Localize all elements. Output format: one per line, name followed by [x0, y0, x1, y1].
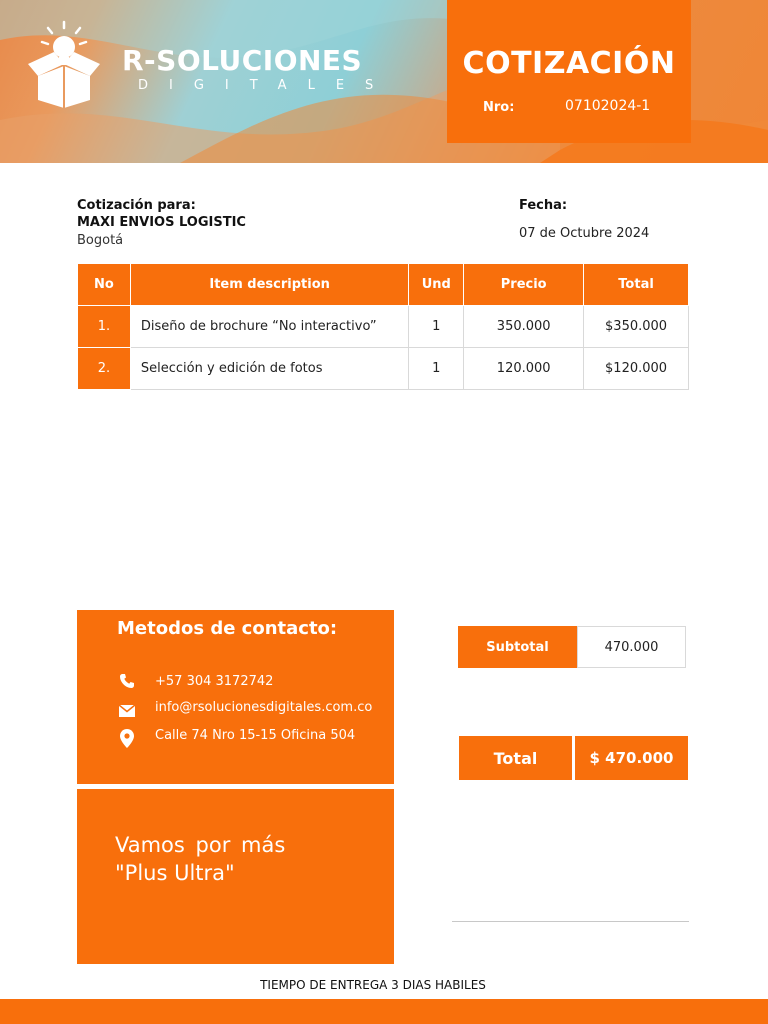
row-number: 2. [78, 348, 131, 390]
slogan-box [77, 789, 394, 964]
brand-subtitle: DIGITALES [138, 78, 395, 93]
brand-name: R-SOLUCIONES [122, 44, 363, 77]
row-description: Diseño de brochure “No interactivo” [130, 306, 408, 348]
quote-title: COTIZACIÓN [462, 46, 676, 81]
row-price: 120.000 [464, 348, 584, 390]
header-banner [0, 0, 768, 163]
quote-header-box [447, 0, 691, 143]
total-label: Total [459, 736, 572, 780]
contact-box [77, 610, 394, 784]
footer-bar [0, 999, 768, 1024]
table-row [78, 348, 689, 390]
row-quantity: 1 [409, 306, 464, 348]
date-value: 07 de Octubre 2024 [519, 226, 650, 241]
row-total: $120.000 [584, 348, 689, 390]
contact-email [117, 698, 372, 716]
contact-phone-text: +57 304 3172742 [155, 673, 274, 689]
client-city: Bogotá [77, 233, 124, 248]
date-label: Fecha: [519, 198, 568, 213]
column-header-und: Und [409, 264, 464, 306]
row-quantity: 1 [409, 348, 464, 390]
location-pin-icon [117, 726, 137, 744]
contact-address [117, 726, 355, 744]
row-total: $350.000 [584, 306, 689, 348]
column-header-no: No [78, 264, 131, 306]
row-description: Selección y edición de fotos [130, 348, 408, 390]
phone-icon [117, 672, 137, 690]
quote-for-label: Cotización para: [77, 198, 196, 213]
column-header-description: Item description [130, 264, 408, 306]
signature-line [452, 921, 689, 922]
subtotal-value: 470.000 [577, 626, 686, 668]
contact-address-text: Calle 74 Nro 15-15 Oficina 504 [155, 727, 356, 743]
total-value: $ 470.000 [575, 736, 688, 780]
subtotal-label: Subtotal [458, 626, 577, 668]
column-header-precio: Precio [464, 264, 584, 306]
quote-number-value: 07102024-1 [565, 98, 651, 114]
slogan-line-2: "Plus Ultra" [115, 861, 235, 885]
delivery-time-note: TIEMPO DE ENTREGA 3 DIAS HABILES [260, 978, 486, 992]
client-name: MAXI ENVIOS LOGISTIC [77, 215, 246, 230]
brand-logo-icon [18, 20, 110, 108]
row-number: 1. [78, 306, 131, 348]
items-table [77, 263, 689, 390]
contact-phone [117, 672, 273, 690]
quote-number-label: Nro: [483, 100, 515, 115]
table-header-row [78, 264, 689, 306]
slogan-line-1: Vamos por más [115, 833, 286, 857]
row-price: 350.000 [464, 306, 584, 348]
contact-title: Metodos de contacto: [117, 618, 338, 639]
mail-icon [117, 698, 137, 716]
column-header-total: Total [584, 264, 689, 306]
contact-email-text: info@rsolucionesdigitales.com.co [155, 699, 373, 715]
table-row [78, 306, 689, 348]
